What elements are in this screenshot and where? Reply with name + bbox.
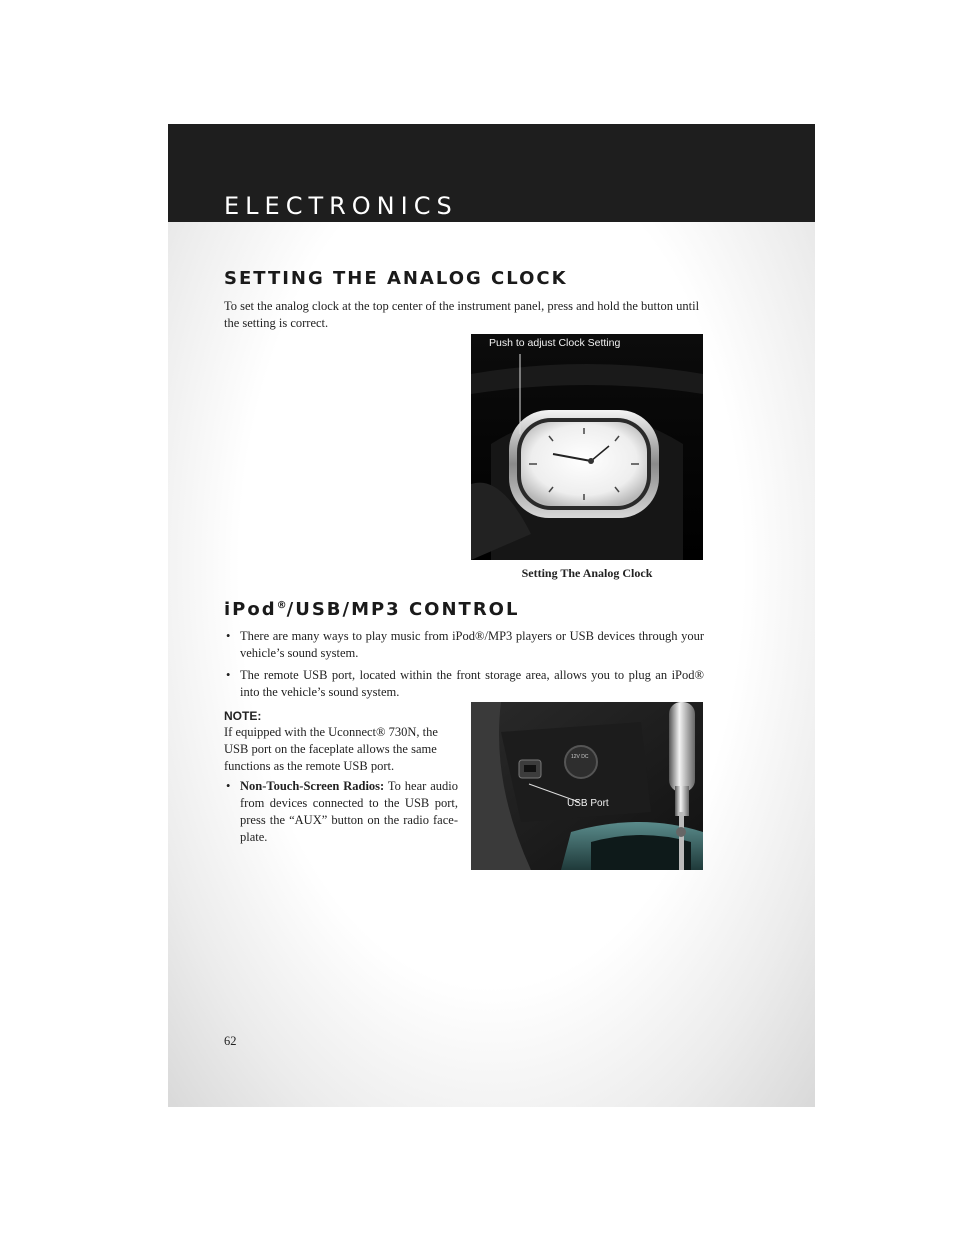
usb-port-photo-label: USB Port	[567, 798, 609, 809]
header-band	[168, 124, 815, 222]
page-number: 62	[224, 1034, 237, 1048]
manual-page	[168, 124, 815, 1107]
power-socket-label: 12V DC	[571, 754, 589, 760]
analog-clock-photo	[471, 334, 703, 560]
usb-port-illustration	[471, 702, 703, 870]
ipod-section-heading	[224, 599, 519, 620]
heading-ipod-word: iPod	[224, 599, 277, 620]
note-body: If equipped with the Uconnect® 730N, the USB port on the faceplate allows the same functions as the remote USB port.	[224, 725, 438, 773]
non-touch-screen-text	[240, 778, 458, 846]
note-label: NOTE:	[224, 709, 262, 723]
heading-registered-mark: ®	[276, 600, 287, 611]
section-header-title: ELECTRONICS	[224, 192, 458, 220]
non-touch-screen-label: Non-Touch-Screen Radios:	[240, 779, 385, 793]
ipod-bullet-2-text: The remote USB port, located within the front storage area, allows you to plug an iPod® into the vehicle’s sound system.	[240, 668, 704, 699]
clock-section-body: To set the analog clock at the top center of the instrument panel, press and hold the button until the setting is correct.	[224, 299, 700, 330]
ipod-bullet-1-text: There are many ways to play music from iPod®/MP3 players or USB devices through your vehicle’s sound system.	[240, 629, 704, 660]
bullet-dot: •	[226, 668, 231, 682]
heading-usb-mp3-word: /USB/MP3 CONTROL	[286, 599, 520, 620]
bullet-dot: •	[226, 779, 231, 793]
non-touch-screen-body: To hear audio from devices connected to the USB port, press the “AUX” button on the radio face-plate.	[240, 779, 458, 844]
clock-photo-label: Push to adjust Clock Setting	[489, 337, 621, 349]
bullet-dot: •	[226, 629, 231, 643]
analog-clock-illustration	[471, 334, 703, 560]
clock-section-heading: SETTING THE ANALOG CLOCK	[224, 268, 568, 289]
usb-port-photo	[471, 702, 703, 870]
clock-photo-caption: Setting The Analog Clock	[521, 566, 653, 580]
